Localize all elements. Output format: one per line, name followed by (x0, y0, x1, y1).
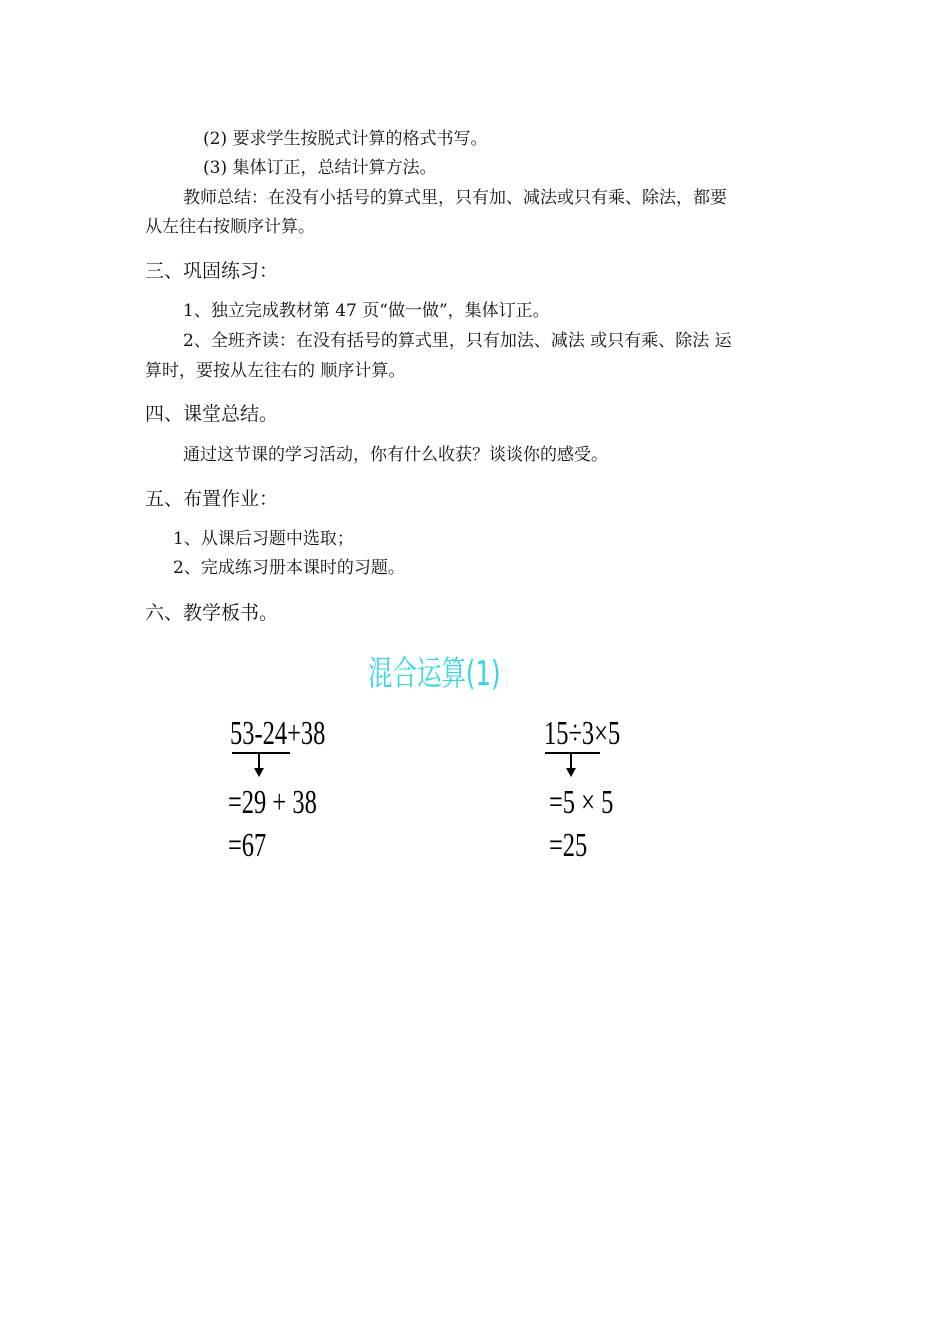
section-heading: 四、课堂总结。 (145, 403, 279, 425)
section-heading: 六、教学板书。 (145, 602, 279, 624)
right-arrow-icon (566, 768, 576, 777)
right-step: =5 × 5 (549, 784, 614, 821)
text-line: 1、从课后习题中选取； (173, 529, 354, 549)
left-underline (232, 752, 290, 754)
section-heading: 三、巩固练习： (145, 260, 279, 282)
text-line: 1、独立完成教材第 47 页“做一做”，集体订正。 (183, 301, 550, 321)
text-line: 2、完成练习册本课时的习题。 (173, 558, 405, 578)
text-line: 算时，要按从左往右的 顺序计算。 (145, 361, 406, 381)
left-expression: 53-24+38 (230, 715, 326, 752)
text-line: (3) 集体订正，总结计算方法。 (203, 158, 437, 178)
left-arrow-stem (258, 753, 260, 769)
right-result: =25 (549, 827, 588, 864)
left-result: =67 (228, 827, 267, 864)
text-line: 从左往右按顺序计算。 (145, 217, 315, 237)
left-arrow-icon (254, 768, 264, 777)
text-line: (2) 要求学生按脱式计算的格式书写。 (203, 129, 488, 149)
text-line: 通过这节课的学习活动，你有什么收获？谈谈你的感受。 (183, 445, 608, 465)
section-heading: 五、布置作业： (145, 488, 279, 510)
right-underline (545, 752, 600, 754)
board-title: 混合运算(1) (368, 654, 501, 694)
text-line: 2、全班齐读：在没有括号的算式里，只有加法、减法 或只有乘、除法 运 (183, 331, 732, 351)
left-step: =29 + 38 (228, 784, 317, 821)
right-expression: 15÷3×5 (544, 715, 621, 752)
text-line: 教师总结：在没有小括号的算式里，只有加、减法或只有乘、除法，都要 (183, 188, 727, 208)
right-arrow-stem (570, 753, 572, 769)
